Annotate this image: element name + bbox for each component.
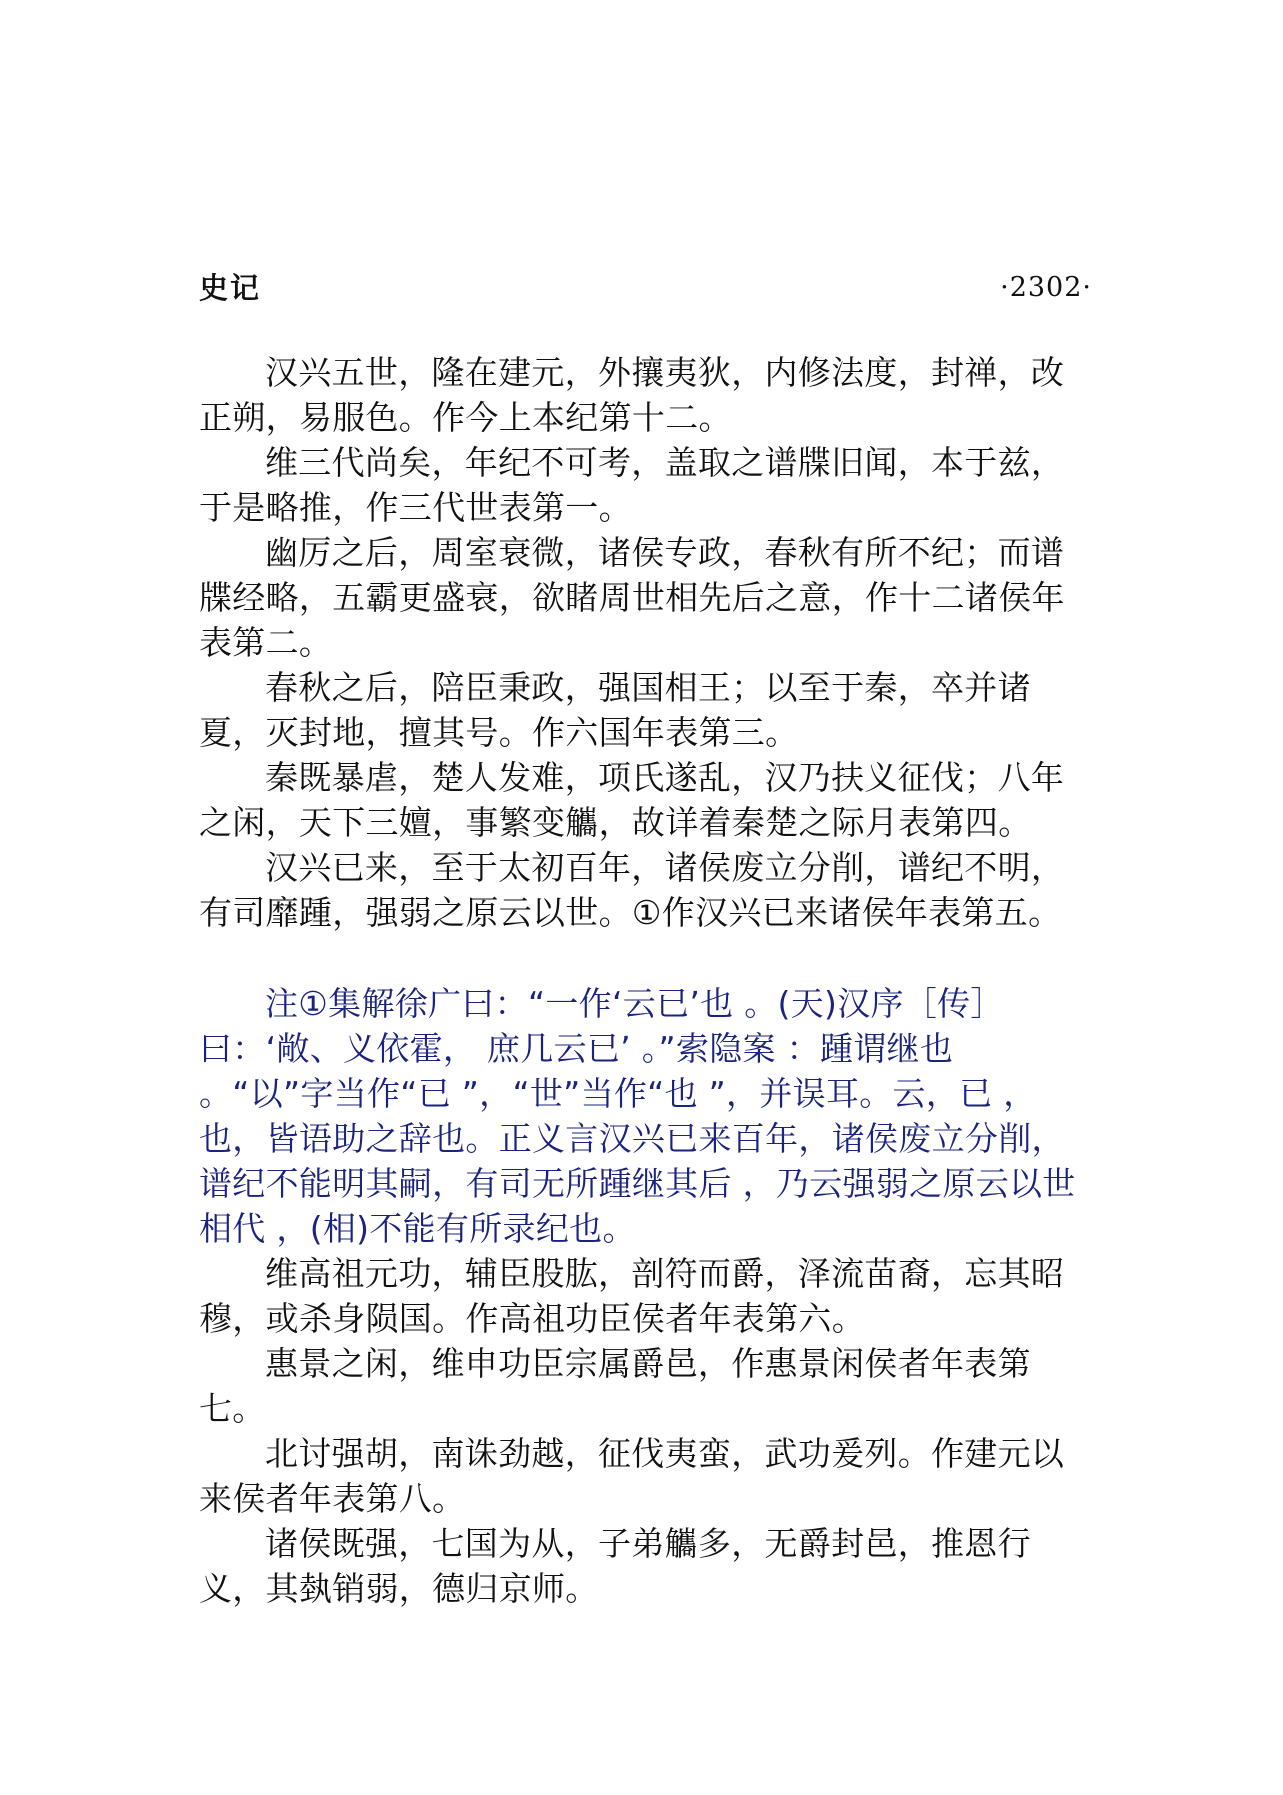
page-number: ·2302·	[1000, 272, 1092, 303]
paragraph: 幽厉之后，周室衰微，诸侯专政，春秋有所不纪；而谱牒经略，五霸更盛衰，欲睹周世相先后之意，作十二诸侯年表第二。	[199, 533, 1065, 662]
main-text	[199, 350, 1092, 1611]
paragraph: 惠景之闲，维申功臣宗属爵邑，作惠景闲侯者年表第七。	[199, 1344, 1031, 1428]
paragraph: 春秋之后，陪臣秉政，强国相王；以至于秦，卒并诸夏，灭封地，擅其号。作六国年表第三。	[199, 668, 1031, 752]
page-header	[199, 268, 1092, 308]
paragraph: 维高祖元功，辅臣股肱，剖符而爵，泽流苗裔，忘其昭穆，或杀身陨国。作高祖功臣侯者年表第六。	[199, 1254, 1065, 1338]
paragraph: 汉兴五世，隆在建元，外攘夷狄，内修法度，封禅，改正朔，易服色。作今上本纪第十二。	[199, 353, 1065, 437]
footnote: 注①集解徐广曰：“一作‘云已’也 。(天)汉序［传］曰：‘敞、义依霍， 庶几云已’ 。”索隐案 ：踵谓继也 。“以”字当作“已 ”，“世”当作“也 ”，并误耳。云，已 ，也，皆语助之辞也。正义言汉兴已来百年，诸侯废立分削，谱纪不能明其嗣，有司无所踵继其后 ，乃云强弱之原云以世相代 ，(相)不能有所录纪也。	[199, 984, 1076, 1248]
paragraph: 维三代尚矣，年纪不可考，盖取之谱牒旧闻，本于兹，于是略推，作三代世表第一。	[199, 443, 1065, 527]
paragraph: 秦既暴虐，楚人发难，项氏遂乱，汉乃扶义征伐；八年之闲，天下三嬗，事繁变觿，故详着秦楚之际月表第四。	[199, 758, 1065, 842]
paragraph: 北讨强胡，南诛劲越，征伐夷蛮，武功爰列。作建元以来侯者年表第八。	[199, 1434, 1065, 1518]
paragraph: 汉兴已来，至于太初百年，诸侯废立分削，谱纪不明，有司靡踵，强弱之原云以世。①作汉兴已来诸侯年表第五。	[199, 848, 1065, 932]
paragraph: 诸侯既强，七国为从，子弟觿多，无爵封邑，推恩行义，其埶销弱，德归京师。	[199, 1524, 1031, 1608]
book-title: 史记	[199, 271, 262, 305]
